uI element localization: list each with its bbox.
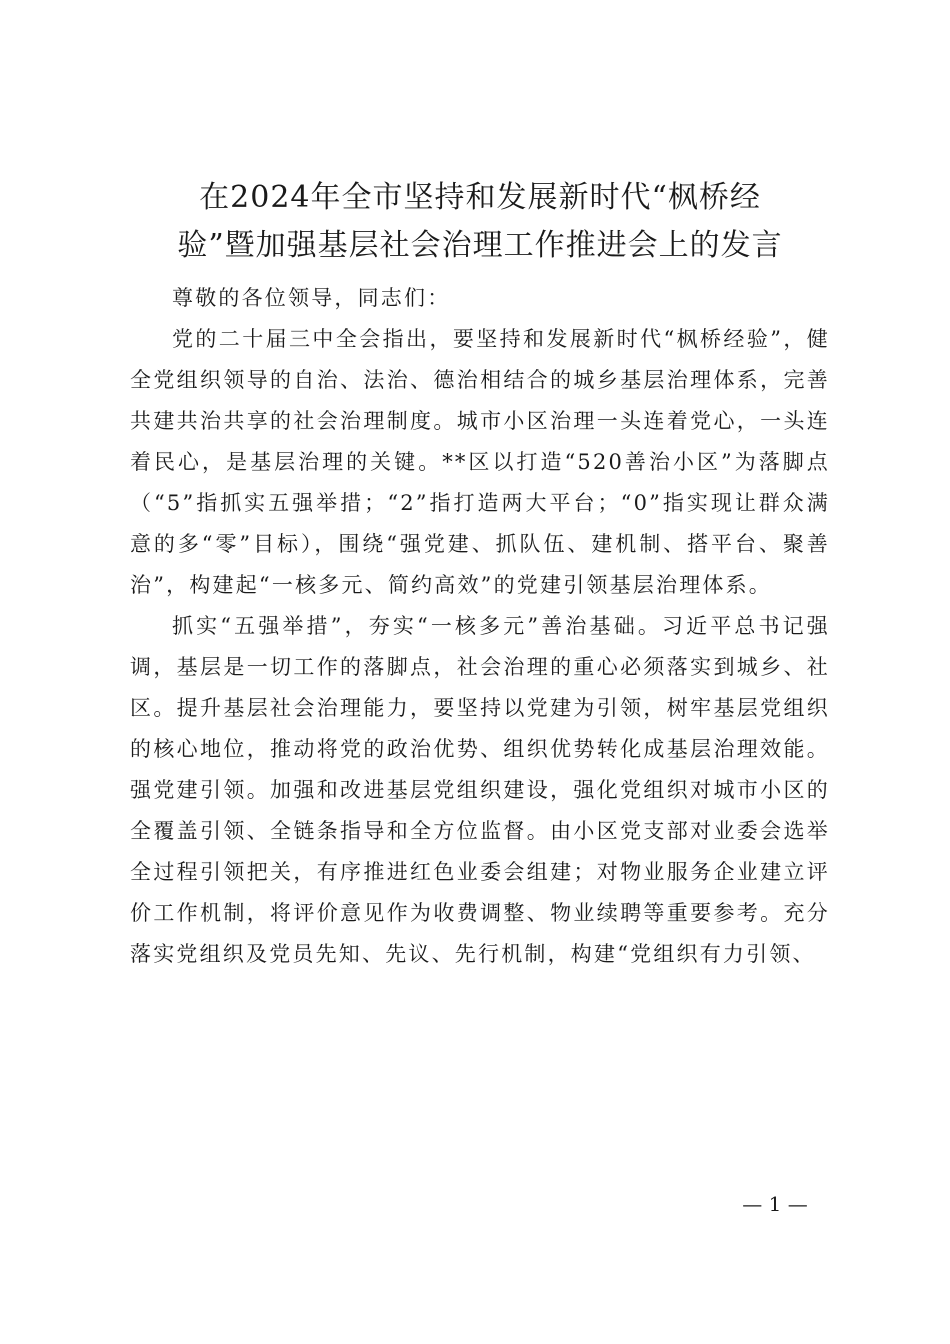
title-line-2: 验”暨加强基层社会治理工作推进会上的发言 xyxy=(177,228,783,263)
paragraph-1: 党的二十届三中全会指出，要坚持和发展新时代“枫桥经验”，健全党组织领导的自治、法治、德治相结合的城乡基层治理体系，完善共建共治共享的社会治理制度。城市小区治理一头连着党心，一头连着民心，是基层治理的关键。**区以打造“520善治小区”为落脚点（“5”指抓实五强举措；“2”指打造两大平台；“0”指实现让群众满意的多“零”目标），围绕“强党建、抓队伍、建机制、搭平台、聚善治”，构建起“一核多元、简约高效”的党建引领基层治理体系。 xyxy=(130,327,830,597)
document-body xyxy=(130,278,830,975)
salutation: 尊敬的各位领导，同志们： xyxy=(172,286,451,310)
document-title xyxy=(130,174,830,270)
paragraph-2: 抓实“五强举措”，夯实“一核多元”善治基础。习近平总书记强调，基层是一切工作的落脚点，社会治理的重心必须落实到城乡、社区。提升基层社会治理能力，要坚持以党建为引领，树牢基层党组织的核心地位，推动将党的政治优势、组织优势转化成基层治理效能。强党建引领。加强和改进基层党组织建设，强化党组织对城市小区的全覆盖引领、全链条指导和全方位监督。由小区党支部对业委会选举全过程引领把关，有序推进红色业委会组建；对物业服务企业建立评价工作机制，将评价意见作为收费调整、物业续聘等重要参考。充分落实党组织及党员先知、先议、先行机制，构建“党组织有力引领、 xyxy=(130,614,830,966)
page-number: — 1 — xyxy=(742,1192,808,1216)
title-line-1: 在2024年全市坚持和发展新时代“枫桥经 xyxy=(199,180,761,215)
